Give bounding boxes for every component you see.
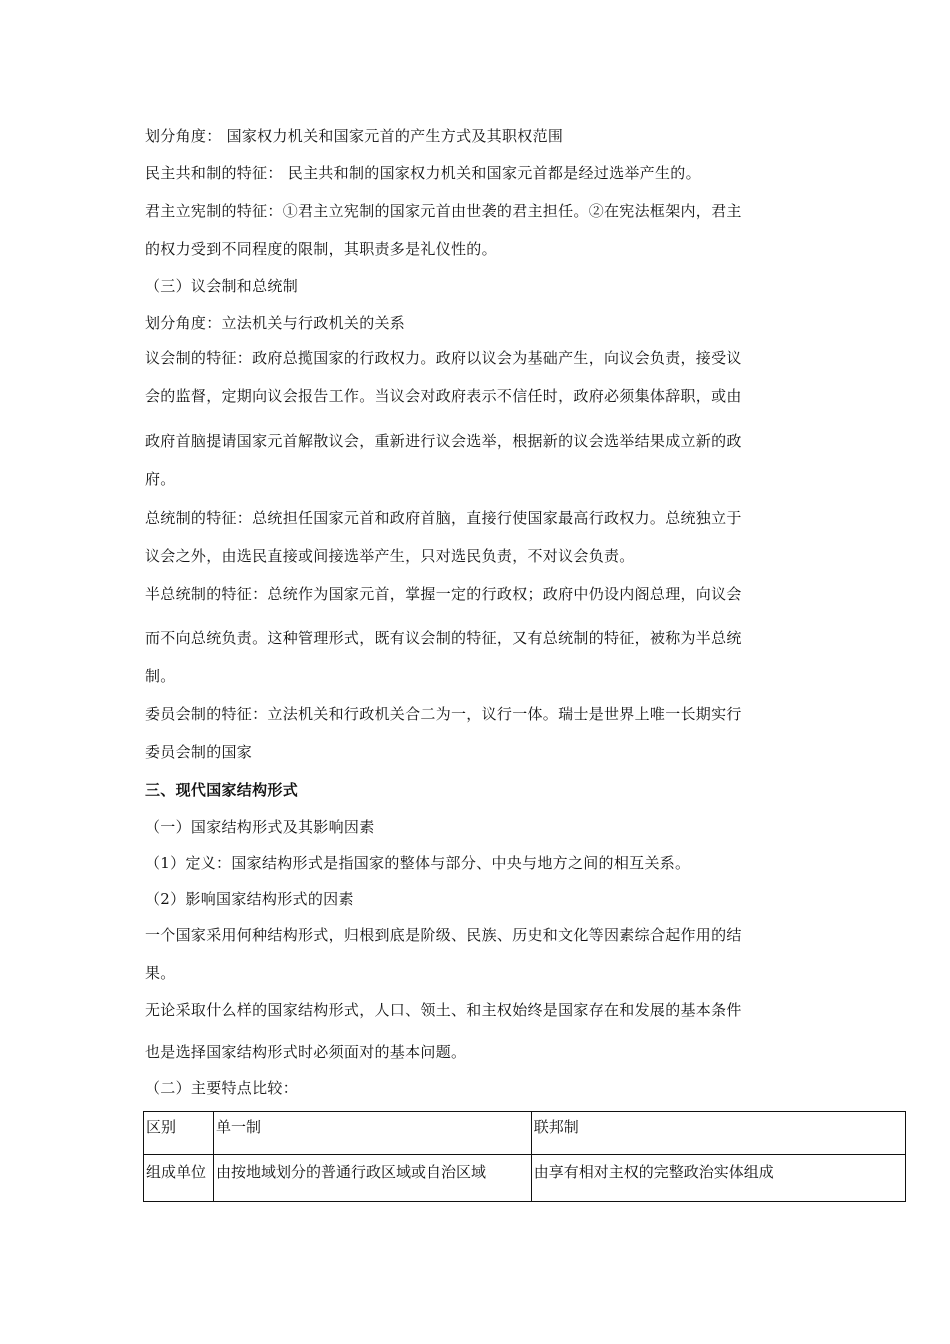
text-line: 半总统制的特征：总统作为国家元首，掌握一定的行政权；政府中仍设内阁总理，向议会 <box>145 585 742 603</box>
text-line: 制。 <box>145 667 176 685</box>
text-line: 民主共和制的特征： 民主共和制的国家权力机关和国家元首都是经过选举产生的。 <box>145 164 701 182</box>
text-line: 果。 <box>145 964 176 982</box>
table-cell: 组成单位 <box>144 1155 214 1202</box>
text-line: 政府首脑提请国家元首解散议会，重新进行议会选举，根据新的议会选举结果成立新的政 <box>145 432 742 450</box>
text-line: 无论采取什么样的国家结构形式，人口、领土、和主权始终是国家存在和发展的基本条件 <box>145 1001 742 1019</box>
section-heading: 三、现代国家结构形式 <box>145 781 299 799</box>
text-line: 一个国家采用何种结构形式，归根到底是阶级、民族、历史和文化等因素综合起作用的结 <box>145 926 742 944</box>
section-subheading: （三）议会制和总统制 <box>145 277 299 295</box>
table-header-cell: 区别 <box>144 1112 214 1155</box>
table-cell: 由享有相对主权的完整政治实体组成 <box>531 1155 905 1202</box>
text-line: 也是选择国家结构形式时必须面对的基本问题。 <box>145 1043 467 1061</box>
table-header-row <box>144 1112 906 1155</box>
text-line: 府。 <box>145 470 176 488</box>
text-line: 议会制的特征：政府总揽国家的行政权力。政府以议会为基础产生，向议会负责，接受议 <box>145 349 742 367</box>
text-line: 划分角度：立法机关与行政机关的关系 <box>145 314 406 332</box>
section-subheading: （一）国家结构形式及其影响因素 <box>145 818 375 836</box>
text-line: （1）定义：国家结构形式是指国家的整体与部分、中央与地方之间的相互关系。 <box>145 854 691 872</box>
text-line: （2）影响国家结构形式的因素 <box>145 890 354 908</box>
text-line: 会的监督，定期向议会报告工作。当议会对政府表示不信任时，政府必须集体辞职，或由 <box>145 387 742 405</box>
table-header-cell: 单一制 <box>213 1112 531 1155</box>
text-line: 委员会制的国家 <box>145 743 253 761</box>
text-line: 君主立宪制的特征：①君主立宪制的国家元首由世袭的君主担任。②在宪法框架内，君主 <box>145 202 742 220</box>
text-line: 总统制的特征：总统担任国家元首和政府首脑，直接行使国家最高行政权力。总统独立于 <box>145 509 742 527</box>
text-line: 划分角度： 国家权力机关和国家元首的产生方式及其职权范围 <box>145 127 564 145</box>
text-line: 而不向总统负责。这种管理形式，既有议会制的特征，又有总统制的特征，被称为半总统 <box>145 629 742 647</box>
section-subheading: （二）主要特点比较： <box>145 1079 299 1097</box>
text-line: 议会之外，由选民直接或间接选举产生，只对选民负责，不对议会负责。 <box>145 547 635 565</box>
table-cell: 由按地域划分的普通行政区域或自治区域 <box>213 1155 531 1202</box>
table-header-cell: 联邦制 <box>531 1112 905 1155</box>
text-line: 委员会制的特征：立法机关和行政机关合二为一，议行一体。瑞士是世界上唯一长期实行 <box>145 705 742 723</box>
table-row <box>144 1155 906 1202</box>
comparison-table <box>143 1111 906 1202</box>
text-line: 的权力受到不同程度的限制，其职责多是礼仪性的。 <box>145 240 497 258</box>
